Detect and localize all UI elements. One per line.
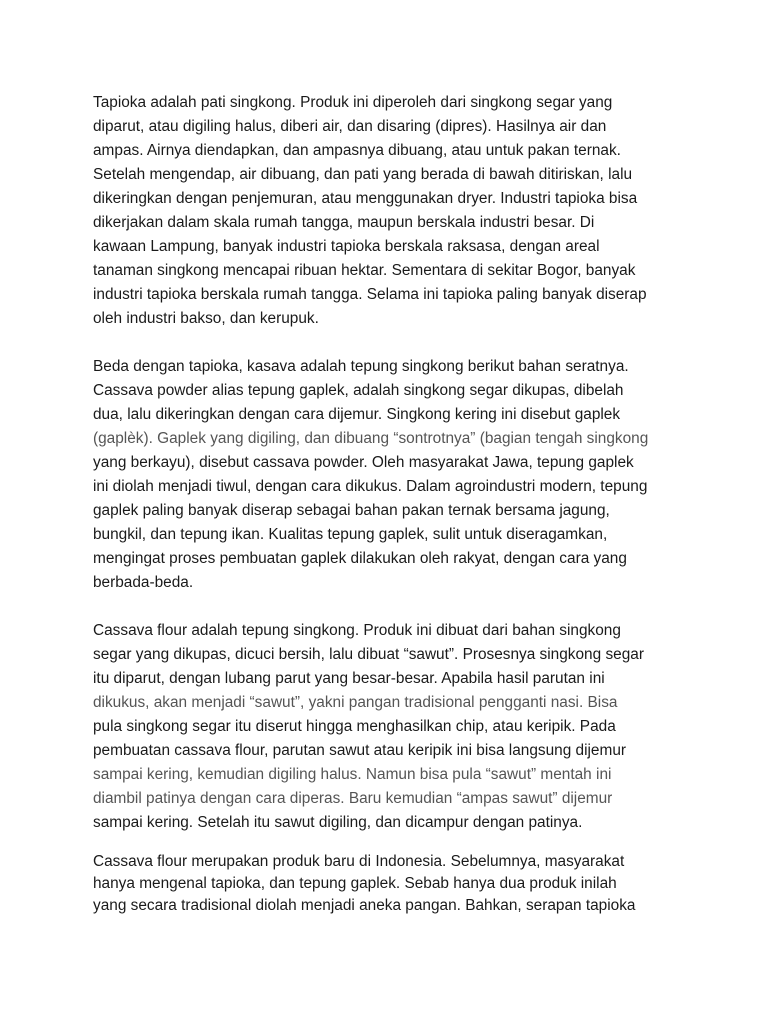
text-line: tanaman singkong mencapai ribuan hektar. Sementara di sekitar Bogor, banyak [93, 262, 636, 279]
text-line: gaplek paling banyak diserap sebagai bahan pakan ternak bersama jagung, [93, 502, 610, 519]
paragraph-kasava [93, 355, 693, 595]
text-line: bungkil, dan tepung ikan. Kualitas tepung gaplek, sulit untuk diseragamkan, [93, 526, 608, 543]
text-line: pembuatan cassava flour, parutan sawut atau keripik ini bisa langsung dijemur [93, 742, 626, 759]
text-line: diambil patinya dengan cara diperas. Baru kemudian “ampas sawut” dijemur [93, 790, 613, 807]
text-line: sampai kering. Setelah itu sawut digiling, dan dicampur dengan patinya. [93, 814, 583, 831]
text-line: itu diparut, dengan lubang parut yang besar-besar. Apabila hasil parutan ini [93, 670, 605, 687]
text-line: Tapioka adalah pati singkong. Produk ini diperoleh dari singkong segar yang [93, 94, 613, 111]
text-line: (gaplèk). Gaplek yang digiling, dan dibuang “sontrotnya” (bagian tengah singkong [93, 430, 649, 447]
text-line: Cassava flour merupakan produk baru di Indonesia. Sebelumnya, masyarakat [93, 853, 625, 870]
text-line: Cassava powder alias tepung gaplek, adalah singkong segar dikupas, dibelah [93, 382, 624, 399]
text-line: mengingat proses pembuatan gaplek dilakukan oleh rakyat, dengan cara yang [93, 550, 627, 567]
text-line: dua, lalu dikeringkan dengan cara dijemur. Singkong kering ini disebut gaplek [93, 406, 621, 423]
document-page [93, 91, 693, 917]
text-line: berbada-beda. [93, 574, 194, 591]
text-line: Setelah mengendap, air dibuang, dan pati yang berada di bawah ditiriskan, lalu [93, 166, 633, 183]
paragraph-cassava-flour-baru [93, 851, 693, 917]
text-line: dikerjakan dalam skala rumah tangga, maupun berskala industri besar. Di [93, 214, 595, 231]
text-line: Cassava flour adalah tepung singkong. Produk ini dibuat dari bahan singkong [93, 622, 621, 639]
text-line: diparut, atau digiling halus, diberi air, dan disaring (dipres). Hasilnya air dan [93, 118, 607, 135]
paragraph-tapioka [93, 91, 693, 331]
text-line: Beda dengan tapioka, kasava adalah tepung singkong berikut bahan seratnya. [93, 358, 629, 375]
text-line: industri tapioka berskala rumah tangga. Selama ini tapioka paling banyak diserap [93, 286, 647, 303]
paragraph-cassava-flour [93, 619, 693, 835]
text-line: hanya mengenal tapioka, dan tepung gaplek. Sebab hanya dua produk inilah [93, 875, 617, 892]
text-line: ini diolah menjadi tiwul, dengan cara dikukus. Dalam agroindustri modern, tepung [93, 478, 648, 495]
text-line: ampas. Airnya diendapkan, dan ampasnya dibuang, atau untuk pakan ternak. [93, 142, 621, 159]
text-line: segar yang dikupas, dicuci bersih, lalu dibuat “sawut”. Prosesnya singkong segar [93, 646, 644, 663]
text-line: yang berkayu), disebut cassava powder. Oleh masyarakat Jawa, tepung gaplek [93, 454, 634, 471]
text-line: dikeringkan dengan penjemuran, atau menggunakan dryer. Industri tapioka bisa [93, 190, 638, 207]
text-line: kawaan Lampung, banyak industri tapioka berskala raksasa, dengan areal [93, 238, 600, 255]
text-line: sampai kering, kemudian digiling halus. Namun bisa pula “sawut” mentah ini [93, 766, 612, 783]
text-line: oleh industri bakso, dan kerupuk. [93, 310, 319, 327]
text-line: pula singkong segar itu diserut hingga menghasilkan chip, atau keripik. Pada [93, 718, 616, 735]
text-line: yang secara tradisional diolah menjadi aneka pangan. Bahkan, serapan tapioka [93, 897, 636, 914]
text-line: dikukus, akan menjadi “sawut”, yakni pangan tradisional pengganti nasi. Bisa [93, 694, 618, 711]
